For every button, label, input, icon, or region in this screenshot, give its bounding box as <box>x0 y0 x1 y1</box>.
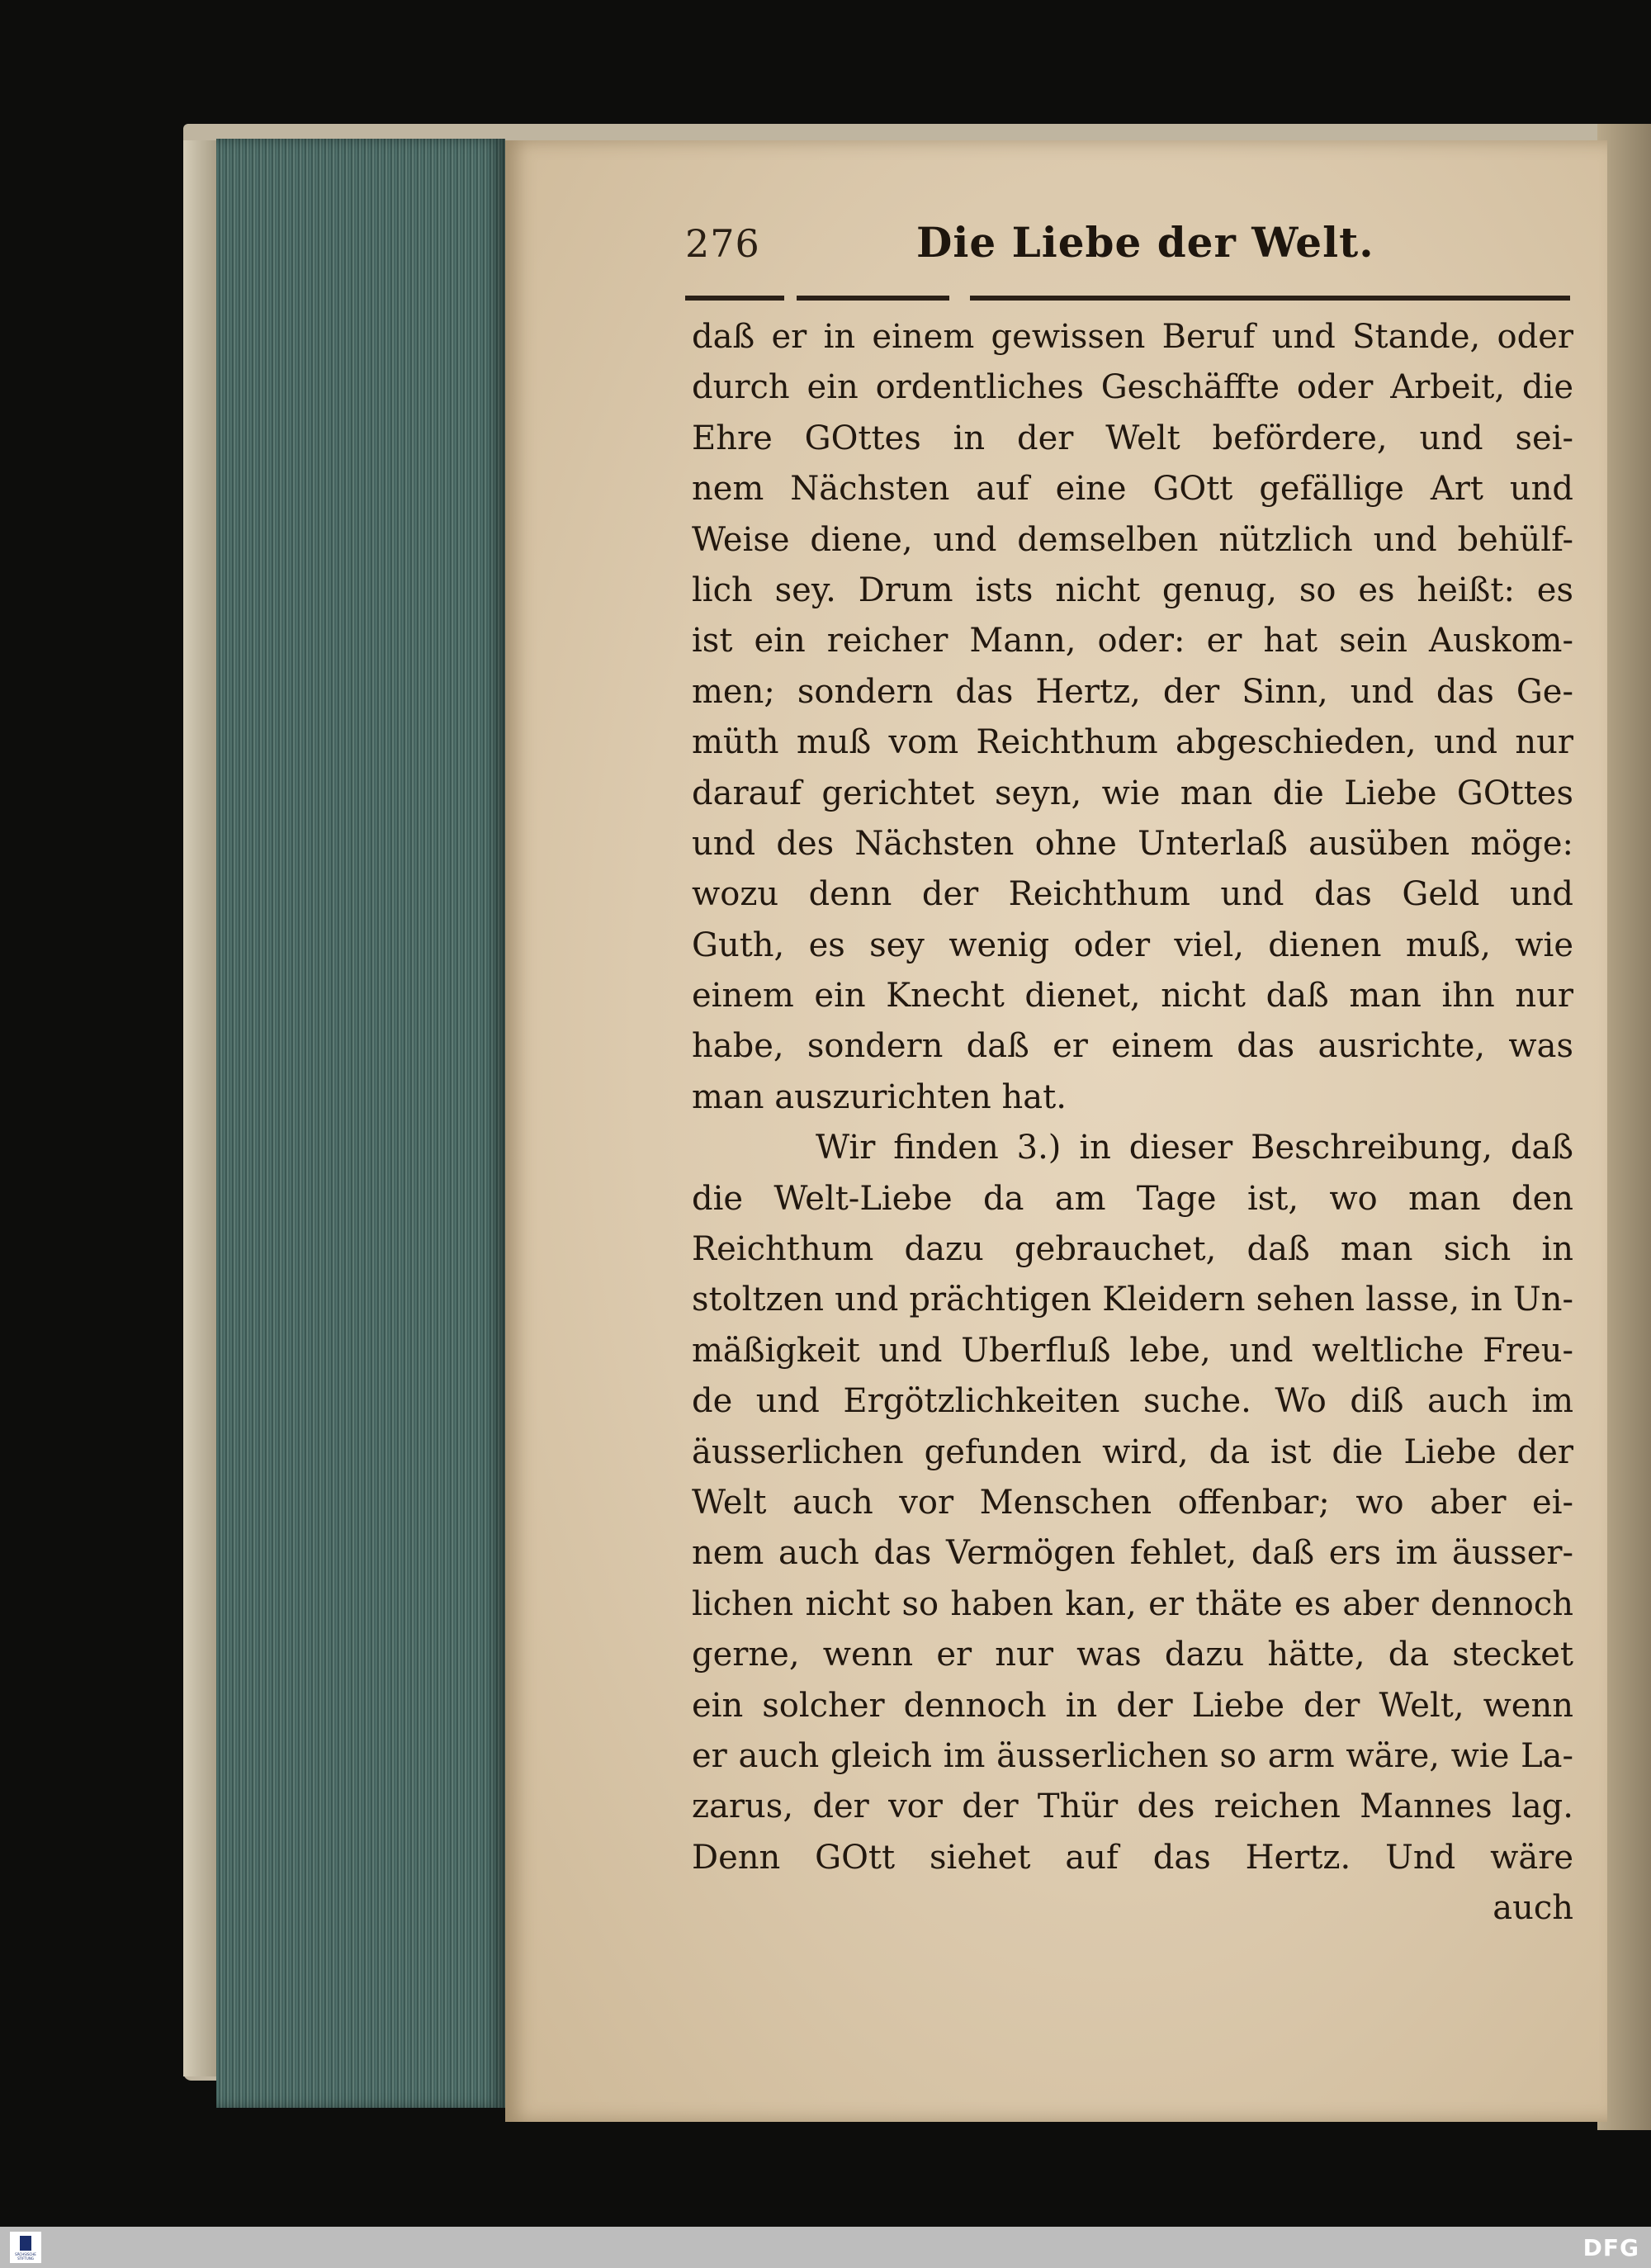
text-line: lichen nicht so haben kan, er thäte es aber dennoch <box>692 1584 1573 1623</box>
text-line: gerne, wenn er nur was dazu hätte, da stecket <box>692 1636 1573 1674</box>
page-number: 276 <box>685 221 760 266</box>
text-line: und des Nächsten ohne Unterlaß ausüben möge: <box>692 824 1573 863</box>
text-line: er auch gleich im äusserlichen so arm wäre, wie La- <box>692 1736 1573 1775</box>
text-line: Denn GOtt siehet auf das Hertz. Und wäre <box>692 1838 1573 1877</box>
text-line: Guth, es sey wenig oder viel, dienen muß, wie <box>692 926 1573 964</box>
text-line: darauf gerichtet seyn, wie man die Liebe GOttes <box>692 774 1573 812</box>
text-line: einem ein Knecht dienet, nicht daß man ihn nur <box>692 977 1573 1016</box>
text-line: nem Nächsten auf eine GOtt gefällige Art und <box>692 470 1573 509</box>
text-line: ein solcher dennoch in der Liebe der Welt, wenn <box>692 1686 1573 1725</box>
text-line: Weise diene, und demselben nützlich und behülf- <box>692 520 1573 559</box>
text-line: müth muß vom Reichthum abgeschieden, und nur <box>692 723 1573 762</box>
text-line: Reichthum dazu gebrauchet, daß man sich in <box>692 1230 1573 1269</box>
text-line: äusserlichen gefunden wird, da ist die Liebe der <box>692 1432 1573 1471</box>
text-line: zarus, der vor der Thür des reichen Mannes lag. <box>692 1787 1573 1826</box>
text-line: men; sondern das Hertz, der Sinn, und das Ge- <box>692 672 1573 711</box>
text-line: die Welt-Liebe da am Tage ist, wo man den <box>692 1179 1573 1218</box>
header-rule <box>685 296 1570 301</box>
viewer-footer-bar <box>0 2227 1651 2268</box>
text-line: nem auch das Vermögen fehlet, daß ers im äusser- <box>692 1534 1573 1573</box>
slub-logo-icon[interactable] <box>10 2232 41 2263</box>
text-line: man auszurichten hat. <box>692 1077 1067 1116</box>
text-line: durch ein ordentliches Geschäffte oder Arbeit, die <box>692 368 1573 407</box>
text-line: ist ein reicher Mann, oder: er hat sein Auskom- <box>692 622 1573 661</box>
running-title: Die Liebe der Welt. <box>916 218 1374 267</box>
catchword: auch <box>1493 1889 1573 1928</box>
text-line: Ehre GOttes in der Welt befördere, und sei- <box>692 419 1573 457</box>
page-header <box>685 218 1577 279</box>
text-line: Wir finden 3.) in dieser Beschreibung, daß <box>816 1129 1573 1167</box>
logo-mark <box>20 2236 31 2251</box>
dfg-logo[interactable]: DFG <box>1582 2234 1639 2261</box>
text-line: lich sey. Drum ists nicht genug, so es heißt: es <box>692 571 1573 609</box>
text-line: Welt auch vor Menschen offenbar; wo aber ei- <box>692 1483 1573 1522</box>
logo-caption: STIFTUNG <box>17 2256 34 2261</box>
text-line: stoltzen und prächtigen Kleidern sehen lasse, in Un- <box>692 1281 1573 1319</box>
text-line: daß er in einem gewissen Beruf und Stande, oder <box>692 318 1573 356</box>
page-fore-edge <box>216 139 505 2108</box>
text-line: habe, sondern daß er einem das ausrichte, was <box>692 1027 1573 1066</box>
logo-caption: SÄCHSISCHE <box>15 2252 36 2256</box>
text-line: wozu denn der Reichthum und das Geld und <box>692 875 1573 914</box>
body-text <box>692 312 1573 1934</box>
cover-edge <box>183 140 218 2076</box>
text-line: mäßigkeit und Uberfluß lebe, und weltliche Freu- <box>692 1331 1573 1370</box>
text-line: de und Ergötzlichkeiten suche. Wo diß auch im <box>692 1382 1573 1421</box>
